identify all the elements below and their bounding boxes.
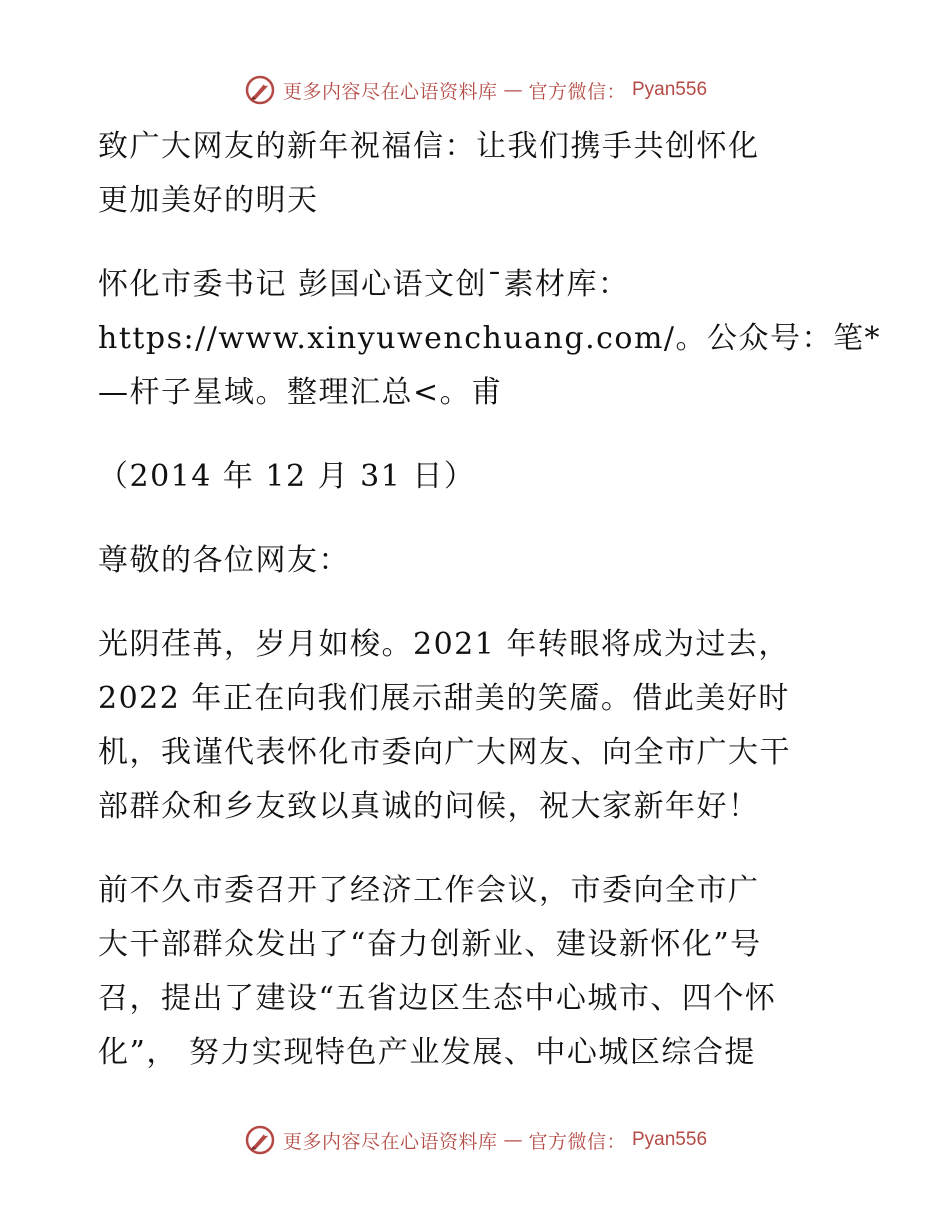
document-body: [98, 120, 882, 1080]
pen-logo-icon: [243, 73, 277, 107]
paragraph-line: 光阴荏苒，岁月如梭。2021 年转眼将成为过去，: [98, 627, 790, 662]
paragraph-line: 化”， 努力实现特色产业发展、中心城区综合提: [98, 1035, 756, 1070]
date-line: （2014 年 12 月 31 日）: [98, 459, 476, 494]
author-line: 怀化市委书记 彭国心语文创¯素材库：: [98, 267, 630, 302]
header-banner: [0, 70, 950, 110]
paragraph-line: 召，提出了建设“五省边区生态中心城市、四个怀: [98, 981, 777, 1016]
paragraph-line: 机，我谨代表怀化市委向广大网友、向全市广大干: [98, 735, 791, 770]
banner-text: 更多内容尽在心语资料库: [282, 80, 498, 103]
title-line: 更加美好的明天: [98, 183, 319, 218]
banner-wechat-label: 官方微信：: [528, 1130, 626, 1153]
pen-logo-icon: [243, 1123, 277, 1157]
author-line: —杆子星域。整理汇总<。甫: [98, 375, 503, 410]
banner-wechat-id: Pyan556: [632, 79, 708, 100]
paragraph-line: 大干部群众发出了“奋力创新业、建设新怀化”号: [98, 927, 762, 962]
banner-wechat-id: Pyan556: [632, 1129, 708, 1150]
paragraph-line: 部群众和乡友致以真诚的问候，祝大家新年好！: [98, 789, 760, 824]
author-line: https://www.xinyuwenchuang.com/。公众号：笔*: [98, 321, 882, 356]
paragraph-line: 前不久市委召开了经济工作会议，市委向全市广: [98, 873, 760, 908]
title-line: 致广大网友的新年祝福信：让我们携手共创怀化: [98, 129, 760, 164]
banner-separator: —: [503, 1129, 523, 1151]
paragraph-line: 2022 年正在向我们展示甜美的笑靥。借此美好时: [98, 681, 790, 716]
banner-text: 更多内容尽在心语资料库: [282, 1130, 498, 1153]
banner-wechat-label: 官方微信：: [528, 80, 626, 103]
banner-separator: —: [503, 79, 523, 101]
footer-banner: [0, 1120, 950, 1160]
salutation: 尊敬的各位网友：: [98, 543, 350, 578]
